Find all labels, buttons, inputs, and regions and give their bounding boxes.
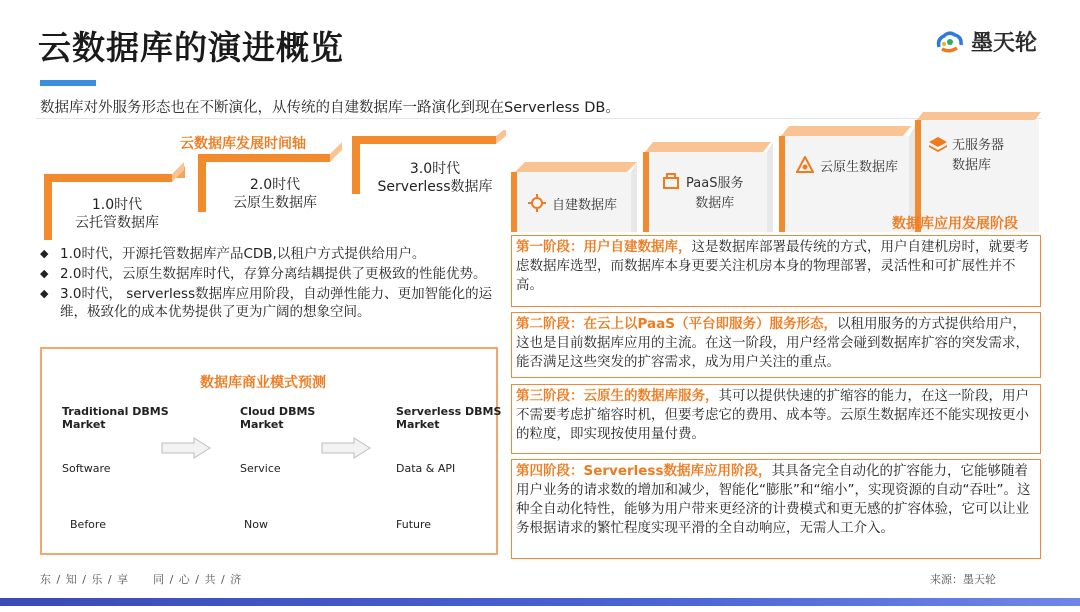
biz-col-1-item: Software (62, 462, 111, 475)
bullet-item: ◆ 3.0时代， serverless数据库应用阶段，自动弹性能力、更加智能化的运维，极致化的成本优势提供了更为广阔的想象空间。 (40, 286, 493, 320)
biz-col-1-header: Traditional DBMS Market (62, 405, 169, 431)
biz-col-2-item: Service (240, 462, 281, 475)
phase-box-1 (511, 235, 1041, 307)
stair-step-3 (779, 136, 909, 232)
diamond-bullet-icon: ◆ (40, 287, 49, 300)
phase-box-2 (511, 312, 1041, 378)
timeline-step-1-name: 云托管数据库 (75, 215, 159, 231)
phase-1-body: 这是数据库部署最传统的方式，用户自建机房时，就要考虑数据库选型，而数据库本身更要关注机房本身的物理部署，灵活性和可扩展性并不高。 (516, 239, 1029, 293)
biz-col-3-time: Future (396, 518, 432, 531)
phase-3-heading: 第三阶段：云原生的数据库服务， (516, 388, 719, 404)
timeline-step-1-era: 1.0时代 (91, 197, 143, 213)
timeline-step-2-era: 2.0时代 (249, 177, 301, 193)
footer-source: 来源：墨天轮 (930, 573, 996, 586)
phase-box-3 (511, 384, 1041, 454)
logo-text: 墨天轮 (971, 31, 1038, 56)
timeline-step-3 (360, 160, 510, 196)
diamond-bullet-icon: ◆ (40, 247, 49, 260)
phase-4-heading: 第四阶段：Serverless数据库应用阶段， (516, 463, 772, 479)
stage-label: 数据库应用发展阶段 (892, 216, 1018, 232)
timeline-step-2-name: 云原生数据库 (233, 195, 317, 211)
page-title: 云数据库的演进概览 (38, 28, 344, 67)
stair-step-1-label: 自建数据库 (552, 198, 618, 213)
timeline-step-2 (205, 176, 345, 212)
footer-slogan: 东 / 知 / 乐 / 享 同 / 心 / 共 / 济 (40, 573, 243, 586)
cloud-native-icon (796, 156, 814, 174)
biz-col-1-time: Before (70, 518, 106, 531)
biz-col-2-header: Cloud DBMS Market (240, 405, 316, 431)
phase-2-body: 以租用服务的方式提供给用户，这也是目前数据库应用的主流。在这一阶段，用户经常会碰到数据库扩容的突发需求，能否满足这些突发的扩容需求，成为用户关注的重点。 (516, 316, 1029, 370)
phase-2-heading: 第二阶段：在云上以PaaS（平台即服务）服务形态， (516, 316, 837, 332)
business-model-title: 数据库商业模式预测 (200, 375, 326, 391)
bottom-accent-bar (0, 598, 1080, 606)
serverless-icon (928, 136, 948, 152)
timeline-step-3-name: Serverless数据库 (377, 179, 493, 195)
motianlun-logo-icon (935, 29, 965, 55)
biz-col-2-time: Now (244, 518, 268, 531)
phase-4-body: 其具备完全自动化的扩容能力，它能够随着用户业务的请求数的增加和减少，智能化“膨胀”和“缩小”，实现资源的自动“吞吐”。这种全自动化特性，能够为用户带来更经济的计费模式和更无感的扩容体验，它可以让业务根据请求的繁忙程度实现平滑的全自动响应，无需人工介入。 (516, 463, 1031, 536)
phase-1-heading: 第一阶段：用户自建数据库， (516, 239, 692, 255)
diamond-bullet-icon: ◆ (40, 267, 49, 280)
bullet-item: ◆ 2.0时代，云原生数据库时代，存算分离结耦提供了更极致的性能优势。 (40, 266, 487, 282)
title-underline (40, 80, 96, 86)
timeline-title: 云数据库发展时间轴 (180, 136, 306, 152)
logo (935, 26, 1037, 57)
era-bullet-list (40, 245, 502, 323)
biz-col-3-item: Data & API (396, 462, 456, 475)
timeline-step-3-era: 3.0时代 (409, 161, 461, 177)
arrow-right-icon (160, 437, 212, 459)
stair-step-3-label: 云原生数据库 (820, 160, 899, 175)
subtitle: 数据库对外服务形态也在不断演化，从传统的自建数据库一路演化到现在Serverless DB。 (40, 100, 620, 116)
phase-3-body: 其可以提供快速的扩缩容的能力，在这一阶段，用户不需要考虑扩缩容时机，但要考虑它的费用、成本等。云原生数据库还不能实现按更小的粒度，即实现按使用量付费。 (516, 388, 1029, 442)
gear-icon (528, 194, 546, 212)
stair-step-4-label: 无服务器 数据库 (952, 138, 1005, 173)
bullet-item: ◆ 1.0时代，开源托管数据库产品CDB,以租户方式提供给用户。 (40, 246, 426, 262)
phase-box-4 (511, 459, 1041, 559)
paas-icon (662, 172, 680, 190)
timeline-step-1 (52, 196, 182, 232)
stair-step-2-label: PaaS服务 数据库 (686, 176, 744, 211)
arrow-right-icon (320, 437, 372, 459)
biz-col-3-header: Serverless DBMS Market (396, 405, 502, 431)
